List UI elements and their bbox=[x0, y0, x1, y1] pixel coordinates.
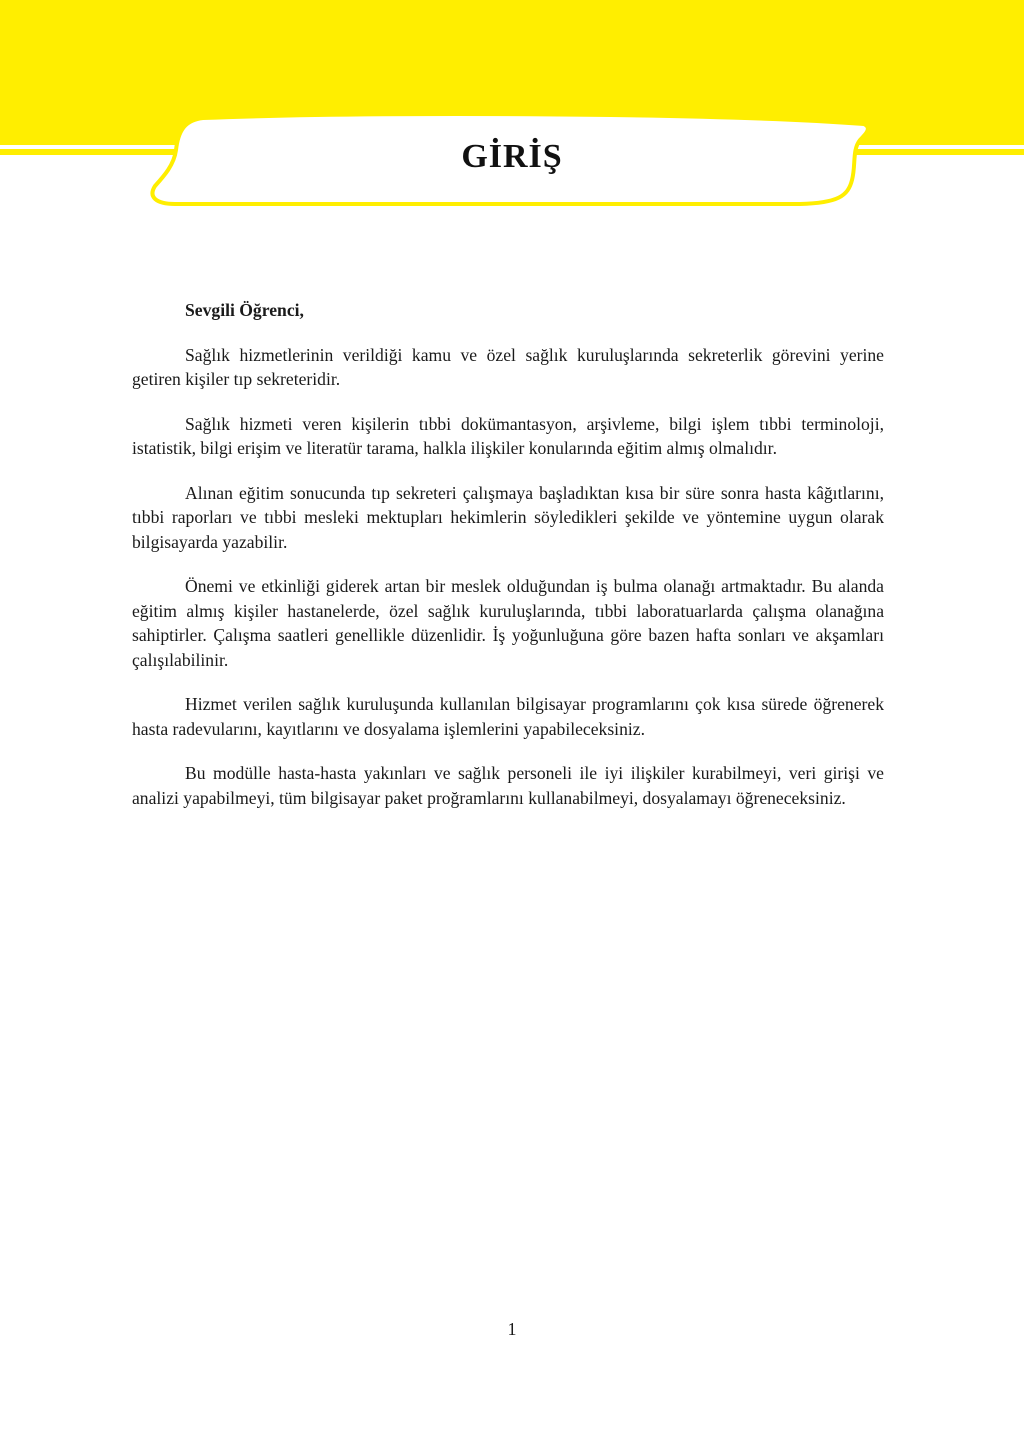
paragraph-5: Hizmet verilen sağlık kuruluşunda kullanılan bilgisayar programlarını çok kısa sürede öğrenerek hasta radevularını, kayıtlarını ve dosyalama işlemlerini yapabileceksiniz. bbox=[132, 694, 884, 739]
paragraph-6: Bu modülle hasta-hasta yakınları ve sağlık personeli ile iyi ilişkiler kurabilmeyi, veri girişi ve analizi yapabilmeyi, tüm bilgisayar paket proğramlarını kullanabilmeyi, dosyalamayı öğreneceksiniz. bbox=[132, 763, 884, 808]
page-title: GİRİŞ bbox=[461, 138, 563, 175]
greeting: Sevgili Öğrenci, bbox=[185, 300, 304, 320]
header-band bbox=[0, 0, 1024, 210]
paragraph-1: Sağlık hizmetlerinin verildiği kamu ve özel sağlık kuruluşlarında sekreterlik görevini yerine getiren kişiler tıp sekreteridir. bbox=[132, 344, 884, 389]
paragraph-2: Sağlık hizmeti veren kişilerin tıbbi dokümantasyon, arşivleme, bilgi işlem tıbbi terminoloji, istatistik, bilgi erişim ve literatür tarama, halkla ilişkiler konularında eğitim almış olmalıdır. bbox=[132, 413, 884, 458]
paragraph-4: Önemi ve etkinliği giderek artan bir meslek olduğundan iş bulma olanağı artmaktadır. Bu alanda eğitim almış kişiler hastanelerde, özel sağlık kuruluşlarında, tıbbi laboratuarlarda çalışma olanağına sahiptirler. Çalışma saatleri genellikle düzenlidir. İş yoğunluğuna göre bazen hafta sonları ve akşamları çalışılabilinir. bbox=[132, 576, 884, 670]
body-content bbox=[132, 298, 884, 830]
paragraph-3: Alınan eğitim sonucunda tıp sekreteri çalışmaya başladıktan kısa bir süre sonra hasta kâğıtlarını, tıbbi raporları ve tıbbi mesleki mektupları hekimlerin söyledikleri şekilde ve yöntemine uygun olarak bilgisayarda yazabilir. bbox=[132, 482, 884, 552]
header-decoration bbox=[0, 0, 1024, 210]
page-number: 1 bbox=[507, 1319, 517, 1339]
